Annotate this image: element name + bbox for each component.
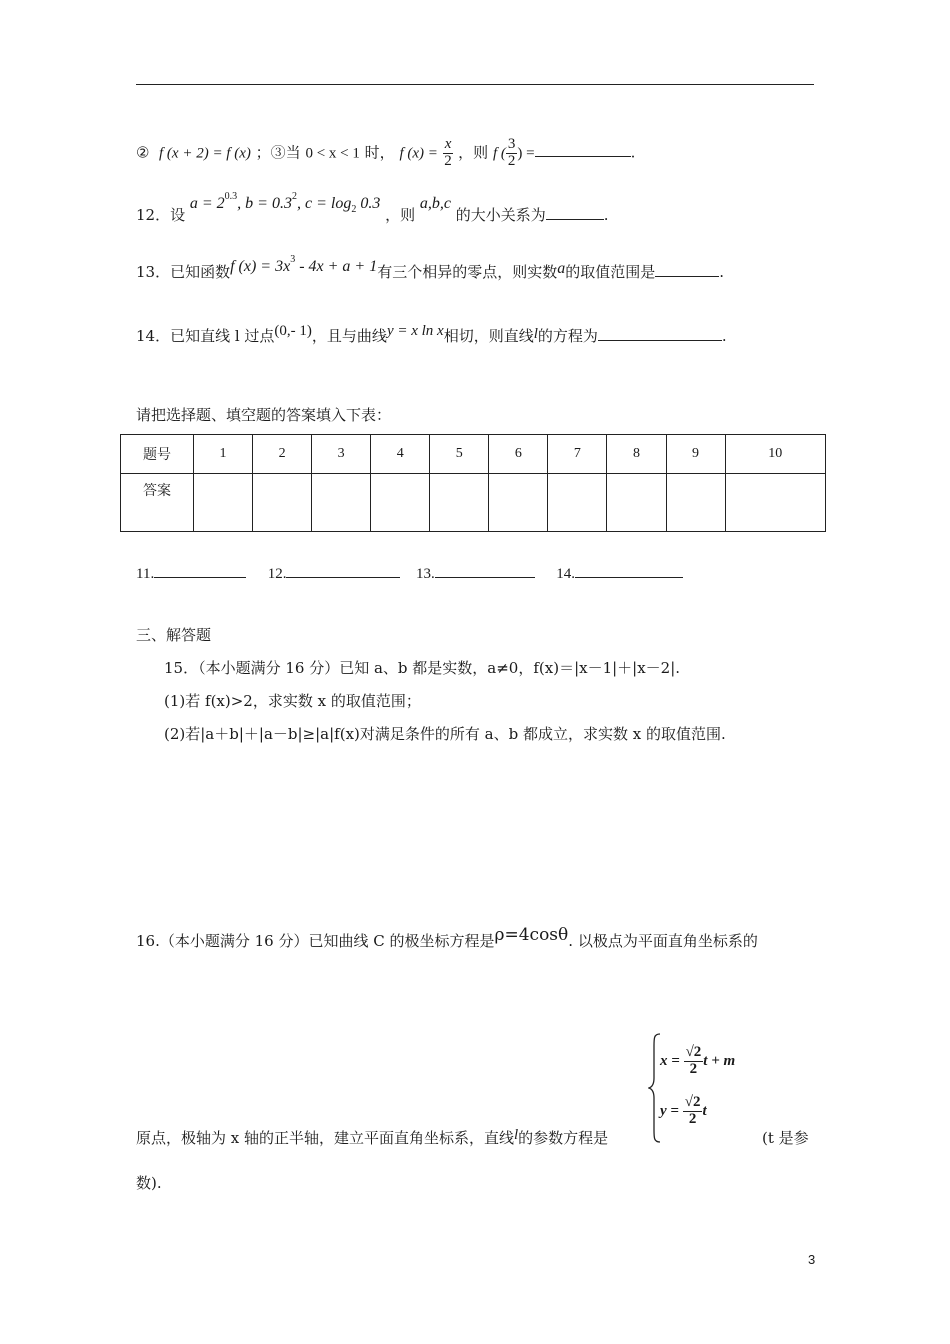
fraction-denominator: 2 xyxy=(688,1110,697,1127)
question-16-line-2 xyxy=(136,1127,609,1147)
answer-blank[interactable] xyxy=(535,142,631,157)
condition-range: 0 < x < 1 xyxy=(305,145,360,162)
question-tail: 的方程为 xyxy=(537,327,598,345)
question-middle: 有三个相异的零点，则实数 xyxy=(377,263,558,281)
question-number: 14．已知直线 l 过点 xyxy=(136,327,275,345)
variable-l: l xyxy=(533,326,538,342)
period: . xyxy=(603,206,609,224)
q12-variables: a,b,c xyxy=(419,195,451,212)
answer-table xyxy=(120,434,826,532)
x-tail: t + m xyxy=(703,1052,736,1069)
question-16-note: (t 是参 xyxy=(762,1129,809,1147)
q13-function: f $(x) = 3x^3 - 4x + a + 1$ xyxy=(230,254,378,275)
answer-blank[interactable] xyxy=(598,326,722,341)
table-row xyxy=(121,435,826,474)
when-text: 时， xyxy=(364,143,395,162)
question-14 xyxy=(136,323,727,345)
question-15-part-1: (1)若 f(x)>2，求实数 x 的取值范围； xyxy=(164,692,421,710)
question-middle: ，且与曲线 xyxy=(311,327,387,345)
question-tail: 的大小关系为 xyxy=(455,206,546,224)
table-cell: 10 xyxy=(725,435,825,474)
answer-cell[interactable] xyxy=(312,474,371,532)
curve-equation: y = x ln x xyxy=(386,323,444,339)
sqrt2-over-2 xyxy=(684,1045,704,1078)
three-halves-fraction xyxy=(506,137,518,170)
table-instruction: 请把选择题、填空题的答案填入下表： xyxy=(136,406,392,424)
sqrt2-over-2 xyxy=(683,1095,703,1128)
x-label: x = xyxy=(660,1052,680,1069)
answer-cell[interactable] xyxy=(548,474,607,532)
answer-cell[interactable] xyxy=(725,474,825,532)
semicolon: ； xyxy=(255,143,271,162)
blank-label-14: 14. xyxy=(556,566,575,582)
table-cell: 9 xyxy=(666,435,725,474)
answer-cell[interactable] xyxy=(666,474,725,532)
y-label: y = xyxy=(660,1102,679,1119)
question-15-part-2: (2)若|a＋b|＋|a－b|≥|a|f(x)对满足条件的所有 a、b 都成立，求实数 x 的取值范围. xyxy=(164,725,726,743)
blank-label-11: 11. xyxy=(136,566,155,582)
answer-cell[interactable] xyxy=(194,474,253,532)
blank-11[interactable] xyxy=(154,563,246,578)
fraction-numerator: √2 xyxy=(684,1093,701,1110)
fill-blank-row xyxy=(136,563,683,582)
periodicity-equation: f (x + 2) = f (x) xyxy=(159,145,251,162)
question-number: 13．已知函数 xyxy=(136,263,231,281)
parametric-equations xyxy=(660,1036,735,1136)
table-cell: 7 xyxy=(548,435,607,474)
then-text: ，则 xyxy=(458,143,489,162)
blank-14[interactable] xyxy=(575,563,683,578)
then-text: ，则 xyxy=(385,206,416,224)
answer-cell[interactable] xyxy=(371,474,430,532)
question-middle-2: 相切，则直线 xyxy=(443,327,534,345)
fx-label: f (x) = xyxy=(399,145,438,162)
question-16-line-2-text: 原点，极轴为 x 轴的正半轴，建立平面直角坐标系，直线 xyxy=(136,1129,514,1147)
section-heading: 三、解答题 xyxy=(136,626,212,644)
y-tail: t xyxy=(702,1102,707,1119)
table-cell: 8 xyxy=(607,435,666,474)
question-16-line-2-tail: 的参数方程是 xyxy=(518,1129,609,1147)
question-tail: 的取值范围是 xyxy=(565,263,656,281)
answer-cell[interactable] xyxy=(430,474,489,532)
blank-12[interactable] xyxy=(286,563,400,578)
table-cell: 1 xyxy=(194,435,253,474)
table-cell: 5 xyxy=(430,435,489,474)
period: . xyxy=(630,143,636,162)
fraction-denominator: 2 xyxy=(507,152,516,169)
table-cell: 4 xyxy=(371,435,430,474)
x-equation xyxy=(660,1036,735,1086)
table-cell: 6 xyxy=(489,435,548,474)
question-13 xyxy=(136,254,725,281)
blank-label-12: 12. xyxy=(267,566,287,582)
table-header-cell: 答案 xyxy=(121,474,194,532)
table-header-cell: 题号 xyxy=(121,435,194,474)
question-16-text-2: . 以极点为平面直角坐标系的 xyxy=(568,932,758,950)
page-number: 3 xyxy=(808,1252,816,1267)
period: . xyxy=(721,327,727,345)
x-over-2-fraction xyxy=(443,137,454,170)
fraction-denominator: 2 xyxy=(689,1060,698,1077)
fraction-numerator: 3 xyxy=(507,136,516,152)
blank-label-13: 13. xyxy=(415,566,435,582)
question-15-stem: 15．（本小题满分 16 分）已知 a、b 都是实数，a≠0，f(x)＝|x－1|＋|x－2|. xyxy=(164,659,681,677)
circle-3-text: ③当 xyxy=(270,143,301,162)
table-row xyxy=(121,474,826,532)
fraction-denominator: 2 xyxy=(444,152,452,169)
q12-expression: $a = 2^{0.3}$, $b = 0.3^2$, $c = \log_2 0.3$ xyxy=(189,191,381,215)
fraction-numerator: x xyxy=(444,136,452,152)
blank-13[interactable] xyxy=(435,563,535,578)
variable-a: a xyxy=(557,260,566,277)
header-rule xyxy=(136,84,814,85)
period: . xyxy=(719,263,725,281)
circle-2: ② xyxy=(136,143,150,162)
q11-continuation xyxy=(136,137,635,170)
question-16-stem xyxy=(136,925,758,950)
variable-l: l xyxy=(514,1127,519,1143)
table-cell: 3 xyxy=(312,435,371,474)
question-16-text: 16.（本小题满分 16 分）已知曲线 C 的极坐标方程是 xyxy=(136,932,495,950)
point: (0,- 1) xyxy=(274,323,312,339)
polar-equation: ρ=4cosθ xyxy=(494,925,569,945)
question-number: 12．设 xyxy=(136,206,186,224)
answer-cell[interactable] xyxy=(253,474,312,532)
question-12 xyxy=(136,191,609,227)
answer-cell[interactable] xyxy=(489,474,548,532)
answer-blank[interactable] xyxy=(546,205,604,220)
question-16-line-3: 数). xyxy=(136,1174,162,1192)
answer-cell[interactable] xyxy=(607,474,666,532)
table-cell: 2 xyxy=(253,435,312,474)
answer-blank[interactable] xyxy=(655,262,719,277)
f-open: f ( xyxy=(492,145,506,162)
f-close: ) = xyxy=(517,145,535,162)
fraction-numerator: √2 xyxy=(685,1043,702,1060)
y-equation xyxy=(660,1086,735,1136)
